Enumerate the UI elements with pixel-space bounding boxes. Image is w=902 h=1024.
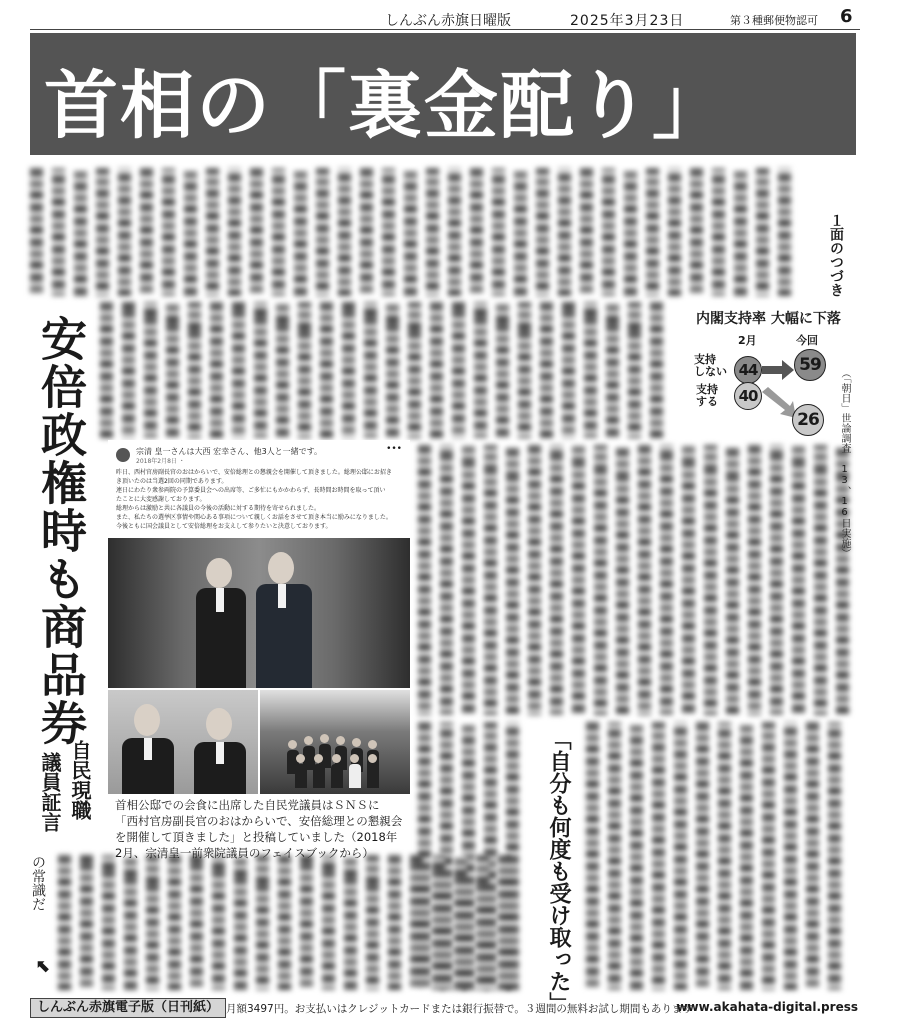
blurred-text-column [410, 855, 423, 990]
blurred-text-column [118, 168, 131, 296]
blurred-text-column [660, 445, 673, 715]
blurred-text-column [652, 722, 665, 990]
blurred-text-column [432, 855, 445, 990]
arrow-not-support [762, 360, 794, 380]
blurred-text-column [646, 168, 659, 296]
blurred-text-column [690, 168, 703, 296]
blurred-text-column [784, 722, 797, 990]
blurred-text-column [718, 722, 731, 990]
arrow-cursor-icon: ⬉ [36, 956, 52, 977]
blurred-text-column [740, 722, 753, 990]
blurred-text-column [470, 168, 483, 296]
arrow-support [762, 387, 796, 418]
subheadline-line2: 議員証言 [38, 752, 62, 832]
blurred-text-column [440, 445, 453, 715]
blurred-text-column [206, 168, 219, 296]
blurred-text-column [558, 168, 571, 296]
blurred-text-column [254, 302, 267, 438]
approval-poll-graphic [690, 302, 860, 432]
poll-col-now: 今回 [796, 334, 818, 347]
blurred-text-column [562, 302, 575, 438]
blurred-text-column [300, 855, 313, 990]
blurred-text-column [418, 445, 431, 715]
poll-now-support: 26 [792, 404, 824, 436]
blurred-text-column [628, 302, 641, 438]
blurred-text-column [272, 168, 285, 296]
blurred-text-column [630, 722, 643, 990]
blurred-article-top [30, 168, 820, 296]
blurred-text-column [668, 168, 681, 296]
blurred-text-column [608, 722, 621, 990]
blurred-text-column [322, 855, 335, 990]
blurred-text-column [462, 445, 475, 715]
blurred-text-column [606, 302, 619, 438]
blurred-text-column [140, 168, 153, 296]
blurred-text-column [382, 168, 395, 296]
blurred-text-column [364, 302, 377, 438]
blurred-text-column [828, 722, 841, 990]
masthead [30, 8, 860, 30]
blurred-text-column [80, 855, 93, 990]
blurred-text-column [408, 302, 421, 438]
blurred-text-column [58, 855, 71, 990]
avatar [116, 448, 130, 462]
blurred-text-column [298, 302, 311, 438]
poll-row-support: 支持 する [696, 383, 718, 408]
blurred-text-column [586, 722, 599, 990]
poll-title: 内閣支持率 大幅に下落 [696, 311, 841, 327]
blurred-text-column [476, 855, 489, 990]
blurred-text-column [726, 445, 739, 715]
blurred-text-column [404, 168, 417, 296]
blurred-text-column [536, 168, 549, 296]
blurred-text-column [624, 168, 637, 296]
post-line: 総理からは激励と共に各議員の今後の活動に対する期待を寄せられました。 [116, 505, 321, 512]
page-number: 6 [840, 6, 853, 27]
footer-url[interactable]: www.akahata-digital.press [676, 1000, 858, 1014]
continuation-label: １面のつづき [828, 213, 844, 297]
footer-ad [30, 998, 860, 1020]
post-meta: 2018年2月8日 ・ [136, 458, 185, 465]
blurred-text-column [712, 168, 725, 296]
blurred-text-column [122, 302, 135, 438]
blurred-text-column [52, 168, 65, 296]
post-line: 昨日、西村官房副長官のおはからいで、安倍総理との懇親会を開催して頂きました。総理公邸にお招き [116, 469, 392, 476]
more-options-icon: ••• [386, 444, 402, 454]
footer-brand: しんぶん赤旗電子版（日刊紙） [30, 998, 226, 1018]
blurred-text-column [448, 168, 461, 296]
blurred-text-column [190, 855, 203, 990]
poll-row-not-support: 支持 しない [694, 353, 727, 378]
headline-banner [30, 33, 856, 155]
caption-line: 「西村官房副長官のおはからいで、安倍総理との懇親会 [115, 814, 403, 828]
blurred-text-column [146, 855, 159, 990]
blurred-text-column [748, 445, 761, 715]
blurred-text-column [184, 168, 197, 296]
blurred-text-column [320, 302, 333, 438]
blurred-text-column [756, 168, 769, 296]
post-body [116, 468, 406, 531]
vertical-headline: 安倍政権時も商品券 [34, 315, 88, 747]
blurred-article-upper-right [100, 302, 680, 438]
blurred-article-right [418, 445, 858, 715]
footer-info: 月額3497円。お支払いはクレジットカードまたは銀行振替で。３週間の無料お試し期間もあります [226, 1003, 693, 1015]
blurred-text-column [234, 855, 247, 990]
blurred-text-column [338, 168, 351, 296]
blurred-text-column [96, 168, 109, 296]
blurred-text-column [704, 445, 717, 715]
blurred-text-column [168, 855, 181, 990]
blurred-text-column [806, 722, 819, 990]
blurred-text-column [30, 168, 43, 296]
post-author: 宗清 皇一さんは大西 宏幸さん、他3人と一緒です。 [136, 447, 323, 456]
blurred-text-column [430, 302, 443, 438]
blurred-text-column [814, 445, 827, 715]
blurred-text-column [100, 302, 113, 438]
blurred-text-column [616, 445, 629, 715]
blurred-text-column [124, 855, 137, 990]
blurred-text-column [496, 302, 509, 438]
subheadline-line1: 自民現職 [68, 740, 92, 820]
blurred-text-column [498, 855, 511, 990]
blurred-text-column [594, 445, 607, 715]
issue-date: 2025年3月23日 [570, 13, 685, 29]
postal-permit: 第３種郵便物認可 [730, 14, 818, 27]
blurred-text-column [770, 445, 783, 715]
blurred-text-column [278, 855, 291, 990]
poll-prev-support: 40 [734, 382, 762, 410]
paper-name: しんぶん赤旗日曜版 [385, 13, 511, 29]
blurred-text-column [540, 302, 553, 438]
blurred-text-column [188, 302, 201, 438]
blurred-text-column [638, 445, 651, 715]
post-line: また、私たちの選挙区事情や関心ある事項について親しくお話をさせて頂き本当に励みになりました。 [116, 514, 392, 521]
blurred-text-column [102, 855, 115, 990]
blurred-text-column [210, 302, 223, 438]
poll-now-not-support: 59 [794, 349, 826, 381]
corner-text: の常識だ [30, 855, 46, 911]
blurred-text-column [650, 302, 663, 438]
caption-line: 首相公邸での会食に出席した自民党議員はＳＮＳに [115, 798, 380, 812]
blurred-text-column [228, 168, 241, 296]
blurred-text-column [386, 302, 399, 438]
blurred-text-column [454, 855, 467, 990]
blurred-text-column [452, 302, 465, 438]
blurred-text-column [74, 168, 87, 296]
main-headline: 首相の「裏金配り」 [44, 63, 728, 149]
blurred-text-column [166, 302, 179, 438]
post-line: 連日にわたり衆参両院の予算委員会への出席等、ご多忙にもかかわらず、長時間お時間を取って頂い [116, 487, 386, 494]
poll-col-prev: 2月 [738, 334, 757, 347]
blurred-text-column [366, 855, 379, 990]
poll-prev-not-support: 44 [734, 356, 762, 384]
blurred-text-column [518, 302, 531, 438]
caption-line: を開催して頂きました」と投稿していました（2018年 [115, 830, 398, 844]
blurred-text-column [572, 445, 585, 715]
blurred-article-bottom [58, 855, 528, 990]
blurred-text-column [360, 168, 373, 296]
caption-line: 2月、宗清皇一前衆院議員のフェイスブックから） [115, 846, 374, 860]
blurred-text-column [762, 722, 775, 990]
poll-source: （「朝日」世論調査 13、16日実施） [839, 368, 850, 558]
blurred-text-column [256, 855, 269, 990]
photo-two-legislators [108, 690, 258, 794]
blurred-text-column [528, 445, 541, 715]
blurred-text-column [276, 302, 289, 438]
blurred-text-column [212, 855, 225, 990]
blurred-text-column [550, 445, 563, 715]
quote-heading: 「自分も何度も受け取った」 [546, 728, 571, 1014]
facebook-post [108, 440, 410, 538]
blurred-text-column [342, 302, 355, 438]
photo-caption [115, 797, 415, 861]
blurred-text-column [474, 302, 487, 438]
blurred-text-column [426, 168, 439, 296]
subheadline [38, 740, 92, 840]
blurred-text-column [778, 168, 791, 296]
blurred-text-column [696, 722, 709, 990]
blurred-text-column [344, 855, 357, 990]
blurred-text-column [584, 302, 597, 438]
blurred-text-column [492, 168, 505, 296]
blurred-text-column [250, 168, 263, 296]
blurred-text-column [674, 722, 687, 990]
poll-arrows [690, 302, 860, 432]
blurred-text-column [294, 168, 307, 296]
blurred-text-column [682, 445, 695, 715]
blurred-text-column [162, 168, 175, 296]
photo-group [260, 690, 410, 794]
blurred-text-column [144, 302, 157, 438]
blurred-text-column [792, 445, 805, 715]
blurred-text-column [514, 168, 527, 296]
post-line: き頂いたのは当選2回の同期であります。 [116, 478, 228, 485]
blurred-text-column [388, 855, 401, 990]
blurred-text-column [316, 168, 329, 296]
blurred-article-quote-right [586, 722, 858, 990]
blurred-text-column [602, 168, 615, 296]
blurred-text-column [506, 445, 519, 715]
photo-handshake [108, 538, 410, 688]
blurred-text-column [484, 445, 497, 715]
blurred-text-column [580, 168, 593, 296]
post-line: 今後ともに国会議員として安倍総理をお支えして参りたいと決意しております。 [116, 523, 332, 530]
blurred-text-column [734, 168, 747, 296]
blurred-text-column [232, 302, 245, 438]
post-line: たことに大変感謝しております。 [116, 496, 206, 503]
